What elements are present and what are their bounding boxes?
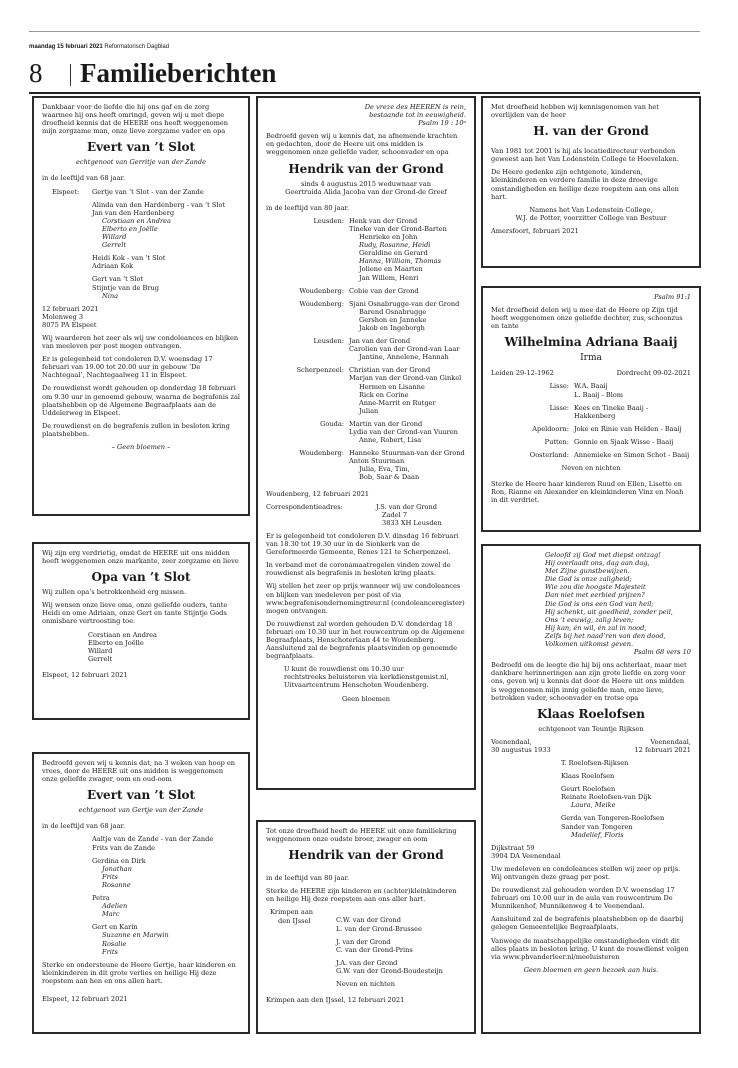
verse-line: Geloofd zij God met diepst ontzag! [545,551,661,559]
family-line: Christian van der Grond [349,366,431,375]
paragraph: De rouwdienst en de begrafenis zullen in besloten kring plaatshebben. [42,421,230,438]
address-line: J.S. van der Grond [376,502,437,511]
family-line: Frits van de Zande [92,843,156,852]
verse-line: Volkomen uitkomst geven. [545,640,634,649]
family-line: Gerdina en Dirk [92,856,146,865]
place: Putten: [544,437,569,446]
family-line: Aaltje van de Zande - van der Zande [92,835,214,844]
verse-line: Dan niet met eerbied prijzen? [545,591,645,600]
notice-klaas-roelofsen [481,544,701,1034]
paragraph: Aansluitend zal de begrafenis plaatshebben op de daarbij gelegen Gemeentelijke Begraafplaats. [491,915,684,932]
footer-line: Elspeet, 12 februari 2021 [42,994,128,1003]
top-rule [29,31,700,32]
grandchild-line: Madelief, Floris [571,830,624,839]
page-number: 8 [29,58,43,88]
paragraph: Wij waarderen het zeer als wij uw condoleances en blijken van meeleven per post mogen ontvangen. [42,333,239,351]
family-line: C. van der Grond-Prins [336,945,413,954]
place: Woudenberg: [299,286,344,295]
family-line: Julian [359,406,379,415]
signatories [42,631,240,663]
signature-line: Namens het Van Lodenstein College, [529,205,653,214]
grandchild-line: Rudy, Rosanne, Heidi [359,241,431,250]
family-line: Petra [92,894,110,903]
birth-date: 30 augustus 1933 [491,745,551,754]
grandchild-line: Gerrelt [102,241,127,250]
paper-name: Reformatorisch Dagblad [104,44,170,50]
verse-line: Met Zijne gunstbewijzen. [545,567,630,576]
family-line: G.W. van der Grond-Boudesteijn [336,966,443,975]
nickname: Irma [580,353,602,364]
widower-line: sinds 4 augustus 2015 weduwnaar van [301,179,431,188]
family-line: Barend Osnabrugge [359,307,427,316]
grandchild-line: Corstiaan en Andrea [102,216,171,225]
family-line: Stijntje van de Brug [92,283,159,292]
notice-evert-van-t-slot-family [32,96,250,516]
address-line: Molenweg 3 [42,312,84,321]
family-line: Hanneke Stuurman-van der Grond [349,449,465,458]
family-line: Carolien van der Grond-van Laar [349,345,460,354]
birth-place: Veenendaal, [491,737,532,746]
dates-row [491,369,691,377]
grandchild-line: Adelien [102,902,128,911]
address-line: 8075 PA Elspeet [42,320,97,329]
family-line: C.W. van der Grond [336,916,401,925]
grandchild-line: Elberto en Joëlle [102,224,158,233]
spouse-line: echtgenoot van Gerritje van der Zande [75,158,207,167]
family-line: Gertje van ’t Slot - van der Zande [92,187,204,196]
place: Leusden: [313,337,344,346]
family-line: Geurt Roelofsen [561,785,616,794]
deceased-name: Hendrik van der Grond [288,161,444,176]
family-line: L. Baaij - Blom [574,390,624,399]
footer-line: Elspeet, 12 februari 2021 [42,670,128,679]
notice-hendrik-van-der-grond-siblings [256,820,476,1034]
family-block [42,835,240,955]
paragraph: Sterke de HEERE zijn kinderen en (achter)kleinkinderen en heilige Hij deze roepstem aan ons aller hart. [266,887,457,904]
family-line: J. van der Grond [336,937,391,946]
family-line: Annemieke en Simon Schot - Baaij [574,451,690,460]
livestream-line: rechtstreeks beluisteren via kerkdienstgemist.nl, [284,673,449,682]
family-line: W.A. Baaij [574,382,608,391]
intro: Met droefheid delen wij u mee dat de Heere op Zijn tijd heeft weggenomen onze geliefde dochter, zus, schoonzus en tante [491,306,683,331]
grandchild-line: Rosanne [102,880,131,889]
psalm-verse [491,551,691,648]
paragraph: Wij stellen het zeer op prijs wanneer wij uw condoleances en blijken van medeleven per post of via www.begrafenisondernemingtreur.nl (condoleanceregister) mogen ontvangen. [266,582,465,615]
place: Leusden: [313,216,344,225]
place: Lisse: [549,403,569,412]
notice-evert-van-t-slot-in-laws [32,752,250,1034]
death-date: 12 februari 2021 [634,745,691,754]
paragraph: Er is gelegenheid tot condoleren D.V. dinsdag 16 februari van 18.30 tot 19.30 uur in de Sionkerk van de Gereformeerde Gemeente, Renes 121 te Scherpenzeel. [266,531,459,557]
deceased-name: H. van der Grond [533,124,649,139]
place: Krimpen aan [270,908,314,917]
family-line: Henrieke en John [359,233,418,242]
notice-wilhelmina-adriana-baaij [481,286,701,532]
family-line: Tineke van der Grond-Barten [349,224,447,233]
dates-row [491,738,691,754]
family-line: Jantine, Annelene, Hannah [359,353,449,362]
address-line: Zadel 7 [382,510,408,519]
family-line: Jan van der Grond [349,337,411,346]
paragraph: Sterke de Heere haar kinderen Ruud en Ellen, Lisette en Ron, Rianne en Alexander en kleinkinderen Vinz en Noah in dit verdriet. [491,480,684,505]
header-rule [29,92,700,94]
intro: Tot onze droefheid heeft de HEERE uit onze familiekring weggenomen onze oudste broer, zwager en oom [266,827,457,844]
verse-reference: Psalm 68 vers 10 [633,648,691,657]
family-line: Jan Willem, Henri [359,273,419,282]
livestream-info [266,665,466,689]
family-line: Lydia van der Grond-van Vuuren [349,428,458,436]
family-line: T. Roelofsen-Rijksen [561,758,629,767]
family-line: Heidi Kok - van ’t Slot [92,254,166,263]
family-line: Joke en Rinie van Helden - Baaij [574,424,682,433]
footer-line: – Geen bloemen – [111,443,171,451]
signatory: Gerrelt [88,654,113,663]
footer-line: Geen bloemen en geen bezoek aan huis. [523,965,659,974]
family-line: Bob, Saar & Daan [359,473,420,482]
paragraph: Uw medeleven en condoleances stellen wij zeer op prijs. Wij ontvangen deze graag per post. [491,864,681,881]
family-block-1 [42,201,240,300]
paragraph: In verband met de coronamaatregelen vinden zowel de rouwdienst als begrafenis in besloten kring plaats. [266,561,451,578]
grandchild-line: Willard [102,233,127,242]
verse-line: bestaande tot in eeuwigheid. [369,111,466,120]
family-line: Kees en Tineke Baaij - Hakkenberg [574,403,649,420]
verse-line: Hij overlaadt ons, dag aan dag, [545,559,650,568]
address-line: Dijkstraat 59 [491,843,535,852]
paragraph: De rouwdienst zal gehouden worden D.V. woensdag 17 februari om 10.00 uur in de aula van rouwcentrum De Munnikenhof, Munnikenweg 4 te Veenendaal. [491,886,675,911]
spouse-line: echtgenoot van Teuntje Rijksen [538,724,644,733]
family-line: Geraldine en Gerard [359,249,428,258]
family-line: Klaas Roelofsen [561,772,615,781]
masthead [29,44,169,50]
place: Elspeet: [52,187,80,196]
verse-line: Hij schenkt, uit goedheid, zonder peil, [545,607,673,616]
place: Lisse: [549,382,569,391]
address-line: 12 februari 2021 [42,304,99,313]
family-line: Gonnie en Sjaak Wisse - Baaij [574,437,674,446]
family-line: Jakob en Ingeborgh [359,323,425,332]
family-line: Anne-Marrit en Rutger [359,398,436,407]
family-line: Henk van der Grond [349,216,418,225]
verse-line: Die God is onze zaligheid; [545,575,632,584]
widower-line: Geertruida Alida Jacoba van der Grond-de Greef [285,187,447,196]
family-line: Gert en Karin [92,923,138,932]
livestream-line: Uitvaartcentrum Henschoten Woudenberg. [284,681,429,690]
grandchild-line: Jonathan [102,864,132,873]
address-line: 3833 XH Leusden [382,518,442,527]
verse-line: Hij kan, én wil, én zal in nood, [545,623,647,632]
family-line: Reinate Roelofsen-van Dijk [561,793,652,802]
family-line: Neven en nichten [336,980,395,989]
signatory: Willard [88,646,113,655]
age-line: in de leeftijd van 80 jaar. [266,203,350,212]
paragraph: Vanwege de maatschappelijke omstandigheden vindt dit alles plaats in besloten kring. U kunt de rouwdienst volgen via www.phvanderleer.nl/meeluisteren [491,936,689,961]
family-line: Joliene en Maarten [359,265,423,274]
family-line: Marjan van der Grond-van Ginkel [349,374,462,383]
paragraph: Van 1981 tot 2001 is hij als locatiedirecteur verbonden geweest aan het Van Lodenstein College te Hoevelaken. [491,147,679,164]
intro: Dankbaar voor de liefde die hij ons gaf en de zorg waarmee hij ons heeft omringd, geven wij u met diepe droefheid kennis dat de HEERE ons heeft weggenomen mijn zorgzame man, onze lieve zorgzame vader en opa [42,103,229,136]
place: Woudenberg: [299,449,344,458]
age-line: in de leeftijd van 68 jaar. [42,822,126,831]
paragraph: Sterke en ondersteune de Heere Gertje, haar kinderen en kleinkinderen in dit grote verlies en heilige Hij deze roepstem aan hen en ons allen hart. [42,960,236,985]
family-line: Gershon en Janneke [359,315,427,324]
grandchild-line: Suzanne en Marwin [102,931,169,940]
family-block [491,759,691,839]
place: Scherpenzeel: [296,366,344,375]
intro: Bedroefd geven wij u kennis dat, na 3 weken van hoop en vrees, door de HEERE uit ons midden is weggenomen onze geliefde zwager, oom en oud-oom [42,759,236,784]
correspondence-label: Correspondentieadres: [266,502,343,511]
paragraph: De rouwdienst zal worden gehouden D.V. donderdag 18 februari om 10.30 uur in het rouwcentrum op de Algemene Begraafplaats, Henschoterlaan 44 te Woudenberg. Aansluitend zal de begrafenis plaatsvinden op genoemde begraafplaats. [266,619,465,661]
footer-line: Krimpen aan den IJssel, 12 februari 2021 [266,996,405,1005]
age-line: in de leeftijd van 68 jaar. [42,174,126,183]
paragraph: Wij wensen onze lieve oma, onze geliefde ouders, tante Heidi en ome Adriaan, onze Gert en tante Stijntje Gods onmisbare vertroosting toe. [42,601,228,626]
family-line: Sander van Tongeren [561,822,633,831]
family-line: Martin van der Grond [349,419,423,428]
page-title: Familieberichten [80,58,277,88]
verse-line: Die God is ons een God van heil; [545,599,654,608]
family-line: Cobie van der Grond [349,286,419,295]
family-line: Gerda van Tongeren-Roelofsen [561,814,665,823]
place: Gouda: [320,419,344,428]
death-place: Veenendaal, [650,737,691,746]
deceased-name: Evert van ’t Slot [86,788,196,803]
family-line: J.A. van der Grond [336,958,398,967]
signatory: Corstiaan en Andrea [88,630,157,639]
deceased-name: Hendrik van der Grond [288,848,444,863]
family-line: Alinda van den Hardenberg - van ’t Slot [92,200,226,209]
deceased-name: Evert van ’t Slot [86,140,196,155]
verse-reference: Psalm 91:1 [654,293,691,301]
family-line: Anne, Robert, Lisa [359,436,422,445]
family-line: Hermen en Lisanne [359,382,425,391]
notice-opa-van-t-slot [32,542,250,720]
address-line: 3904 DA Veenendaal [491,851,561,860]
family-line: Rick en Corine [359,390,409,399]
family-line: Neven en nichten [561,464,621,473]
verse-line: Zelfs bij het naad’ren van den dood, [545,631,666,640]
date-line: Woudenberg, 12 februari 2021 [266,489,370,498]
birth-line: Leiden 29-12-1962 [491,369,554,378]
paragraph: De Heere gedenke zijn echtgenote, kinderen, kleinkinderen en verdere familie in deze droevige omstandigheden en heilige deze roepstem aan ons allen hart. [491,168,679,201]
grandchild-line: Frits [102,872,118,881]
family-line: Anton Stuurman [349,457,405,466]
intro: Met droefheid hebben wij kennisgenomen van het overlijden van de heer [491,103,659,120]
issue-date: maandag 15 februari 2021 [29,44,103,50]
deceased-name: Wilhelmina Adriana Baaij [504,335,678,350]
spouse-line: echtgenoot van Gertje van der Zande [78,806,204,815]
grandchild-line: Laura, Meike [571,801,616,810]
notice-hendrik-van-der-grond-family [256,96,476,790]
verse-reference: Psalm 19 : 10ᵃ [418,119,466,128]
death-line: Dordrecht 09-02-2021 [616,369,691,378]
paragraph: Er is gelegenheid tot condoleren D.V. woensdag 17 februari van 19.00 tot 20.00 uur in gebouw ‘De Nachtegaal’, Nachtegaalweg 11 in Elspeet. [42,355,213,380]
family-line: Adriaan Kok [92,262,134,271]
deceased-name: Opa van ’t Slot [91,570,191,585]
family-line: Gert van ’t Slot [92,275,144,284]
intro: Bedroefd om de leegte die hij bij ons achterlaat, maar met dankbare herinneringen aan zijn grote liefde en zorg voor ons, geven wij u kennis dat door de Heere uit ons midden is weggenomen mijn innig geliefde man, onze lieve, betrokken vader, schoonvader en trotse opa [491,661,687,702]
livestream-line: U kunt de rouwdienst om 10.30 uur [284,665,404,674]
family-line: Sjani Osnabrugge-van der Grond [349,299,460,308]
place: Apeldoorn: [532,424,569,433]
signature-line: W.J. de Potter, voorzitter College van Bestuur [515,213,667,222]
footer-line: Amersfoort, februari 2021 [491,226,579,235]
grandchild-line: Rosalie [102,939,127,948]
place: Woudenberg: [299,299,344,308]
intro: Bedroefd geven wij u kennis dat, na afnemende krachten en gedachten, door de Heere uit ons midden is weggenomen onze geliefde vader, schoonvader en opa [266,132,458,157]
verse-line: Ons ’t eeuwig, zalig leven; [545,615,634,624]
grandchild-line: Frits [102,947,118,956]
notice-h-van-der-grond-college [481,96,701,268]
age-line: in de leeftijd van 80 jaar. [266,874,350,883]
place: den IJssel [278,916,311,925]
deceased-name: Klaas Roelofsen [537,706,645,721]
verse-line: De vreze des HEEREN is rein, [364,103,466,111]
footer-line: Geen bloemen [341,694,391,703]
grandchild-line: Marc [102,910,120,919]
place: Oosterland: [529,451,569,460]
family-line: L. van der Grond-Brussee [336,924,422,933]
header-divider [70,64,71,86]
family-line: Jan van den Hardenberg [92,208,175,217]
paragraph: De rouwdienst wordt gehouden op donderdag 18 februari om 9.30 uur in genoemd gebouw, waarna de begrafenis zal plaatshebben op de Algemene Begraafplaats aan de Uddelerweg in Elspeet. [42,384,240,417]
intro: Wij zijn erg verdrietig, omdat de HEERE uit ons midden heeft weggenomen onze markante, zeer zorgzame en lieve [42,549,239,566]
verse-line: Wie zou die hoogste Majesteit [545,583,646,592]
signatory: Elberto en Joëlle [88,638,144,647]
family-line: Julia, Eva, Tim, [359,465,410,474]
grandchild-line: Hanna, William, Thomas [359,257,441,266]
paragraph: Wij zullen opa’s betrokkenheid erg missen. [42,588,187,597]
grandchild-line: Nina [102,291,119,300]
